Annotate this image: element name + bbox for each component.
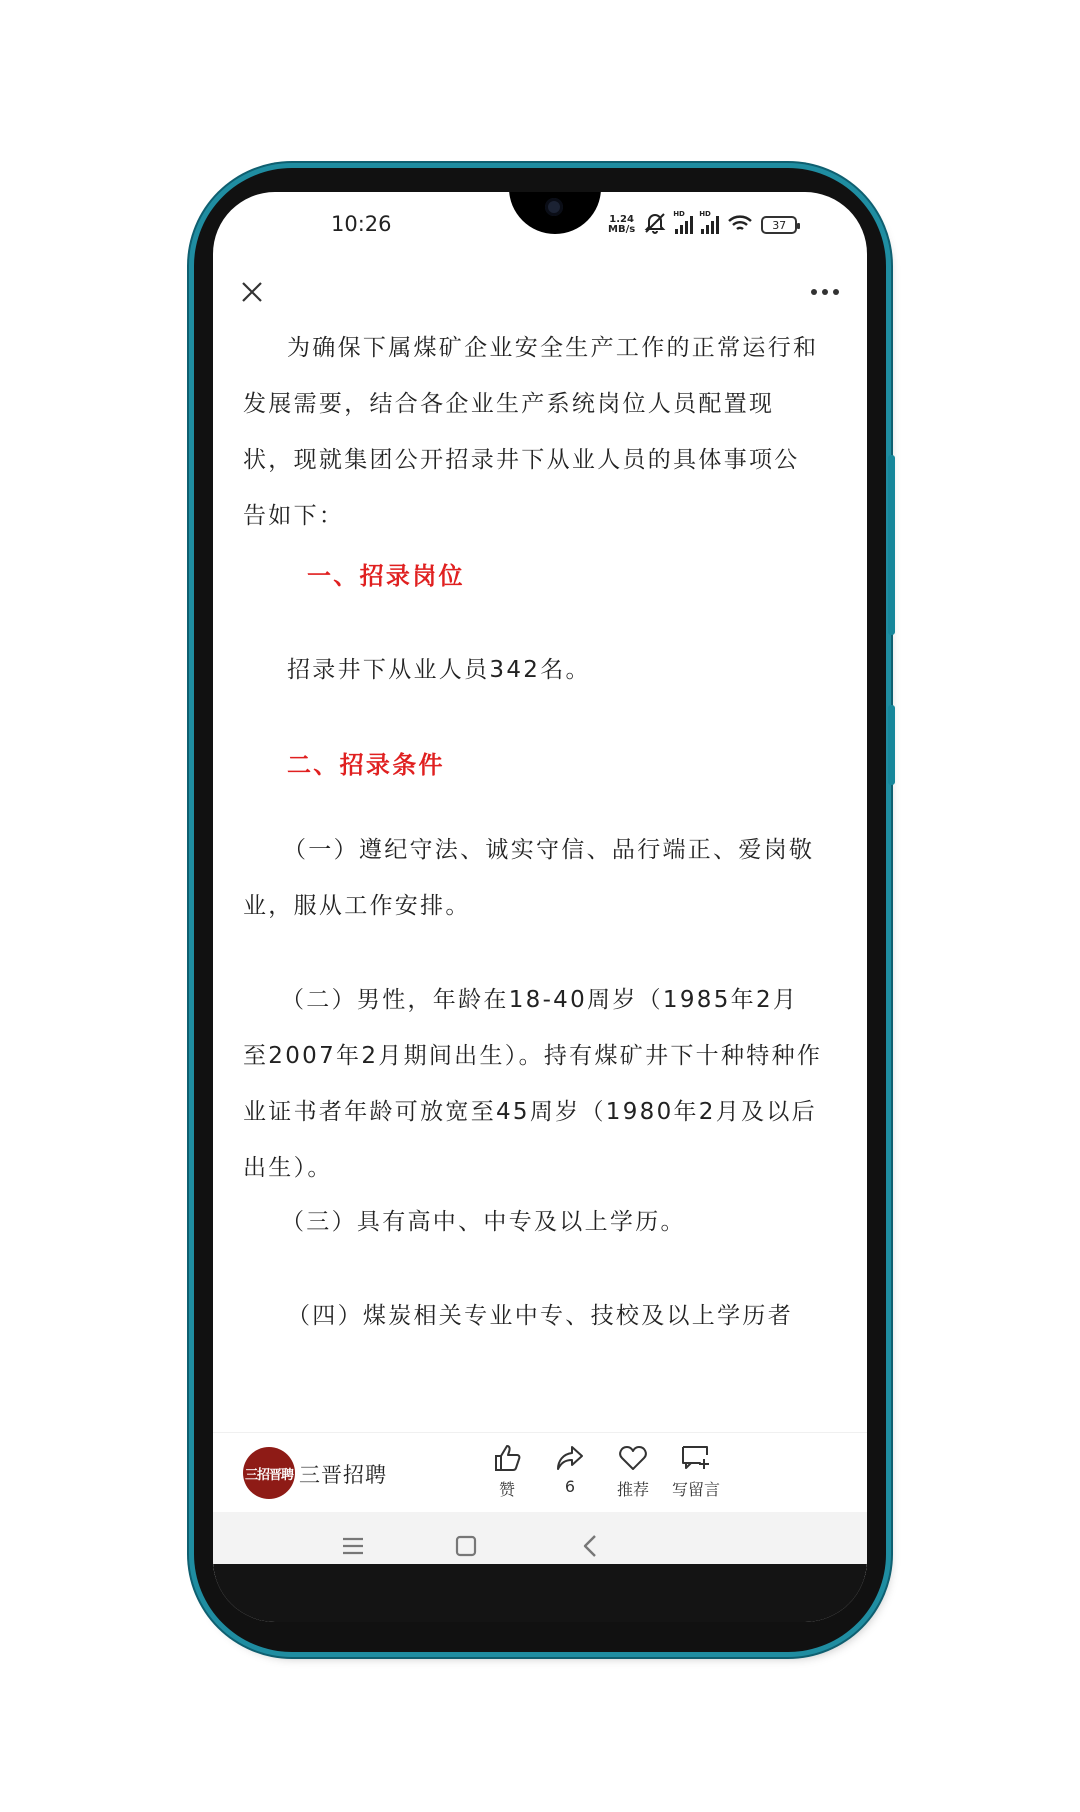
back-nav-button[interactable] xyxy=(568,1524,612,1568)
section-heading-conditions: 二、招录条件 xyxy=(287,751,445,779)
heart-icon xyxy=(618,1443,648,1473)
article-topbar xyxy=(213,266,867,322)
more-options-button[interactable] xyxy=(803,270,847,314)
share-button[interactable]: 6 xyxy=(538,1443,602,1507)
section-heading-positions: 一、招录岗位 xyxy=(307,562,465,590)
condition-paragraph-2: （二）男性，年龄在18-40周岁（1985年2月至2007年2月期间出生）。持有煤矿井下十种特种作业证书者年龄可放宽至45周岁（1980年2月及以后出生）。 xyxy=(243,987,823,1181)
menu-icon xyxy=(342,1536,364,1556)
comment-add-icon xyxy=(680,1443,712,1473)
close-icon xyxy=(240,280,264,304)
network-speed: 1.24 MB/s xyxy=(608,214,636,235)
wifi-icon xyxy=(727,213,753,237)
status-time: 10:26 xyxy=(331,212,392,236)
signal-strength-icon: HD xyxy=(675,216,693,234)
positions-paragraph: 招录井下从业人员342名。 xyxy=(287,657,591,683)
account-avatar[interactable]: 三招晋聘 xyxy=(243,1447,295,1499)
condition-paragraph-4: （四）煤炭相关专业中专、技校及以上学历者 xyxy=(287,1303,793,1329)
intro-paragraph: 为确保下属煤矿企业安全生产工作的正常运行和发展需要，结合各企业生产系统岗位人员配置现状，现就集团公开招录井下从业人员的具体事项公告如下： xyxy=(243,335,819,529)
close-button[interactable] xyxy=(230,270,274,314)
status-icons xyxy=(608,212,797,238)
account-name[interactable]: 三晋招聘 xyxy=(299,1463,387,1487)
like-button[interactable]: 赞 xyxy=(475,1443,539,1507)
mute-bell-icon xyxy=(643,212,667,238)
power-button xyxy=(888,705,895,785)
condition-paragraph-1: （一）遵纪守法、诚实守信、品行端正、爱岗敬业，服从工作安排。 xyxy=(243,837,815,919)
volume-button xyxy=(888,455,895,635)
battery-indicator: 37 xyxy=(761,216,797,234)
back-chevron-icon xyxy=(582,1534,598,1558)
article-body xyxy=(243,320,843,1438)
share-icon xyxy=(555,1443,585,1473)
recommend-button[interactable]: 推荐 xyxy=(601,1443,665,1507)
status-bar xyxy=(213,206,867,246)
comment-button[interactable]: 写留言 xyxy=(664,1443,728,1507)
thumbs-up-icon xyxy=(492,1443,522,1473)
article-action-bar xyxy=(213,1432,867,1513)
menu-nav-button[interactable] xyxy=(331,1524,375,1568)
home-nav-button[interactable] xyxy=(444,1524,488,1568)
signal-strength-icon-2: HD xyxy=(701,216,719,234)
phone-chin xyxy=(213,1564,867,1622)
home-square-icon xyxy=(455,1535,477,1557)
more-icon xyxy=(810,288,840,296)
condition-paragraph-3: （三）具有高中、中专及以上学历。 xyxy=(281,1209,686,1235)
phone-screen xyxy=(213,192,867,1622)
